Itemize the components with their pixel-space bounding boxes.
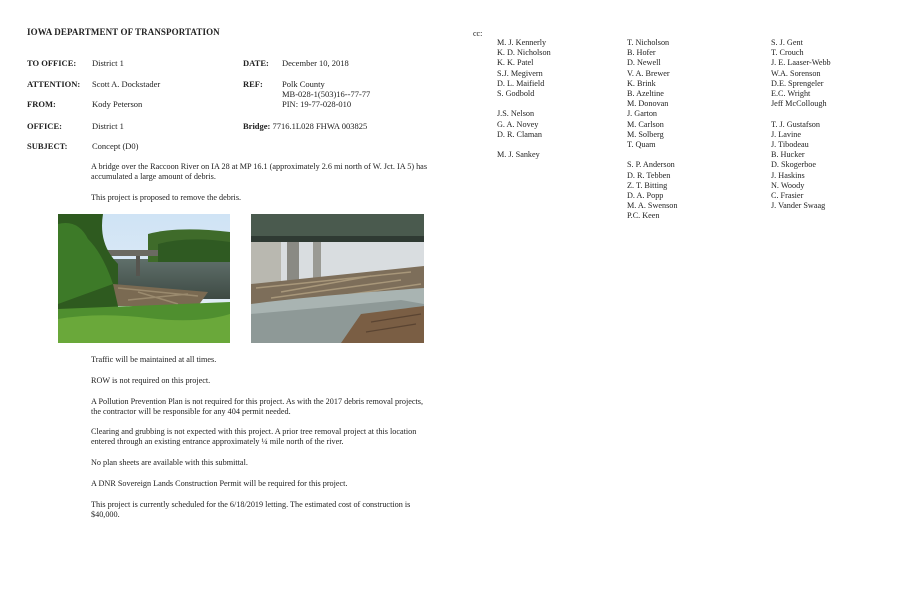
cc-name: T. Crouch [771, 48, 804, 58]
cc-name: B. Azeltine [627, 89, 664, 99]
traffic-paragraph: Traffic will be maintained at all times. [91, 355, 217, 364]
cc-name: M. A. Swenson [627, 201, 678, 211]
office-label: OFFICE: [27, 121, 62, 131]
row-paragraph: ROW is not required on this project. [91, 376, 211, 385]
cc-name: J. Garton [627, 109, 658, 119]
bridge-label: Bridge: [243, 121, 271, 131]
cc-column-1 [497, 38, 551, 160]
cc-name: J. E. Laaser-Webb [771, 58, 831, 68]
cc-column-3 [771, 38, 831, 211]
schedule-paragraph: This project is currently scheduled for the 6/18/2019 letting. The estimated cost of construction is $40,000. [91, 500, 411, 520]
cc-name: P.C. Keen [627, 211, 660, 221]
cc-name: M. J. Sankey [497, 150, 540, 160]
dnr-permit-paragraph: A DNR Sovereign Lands Construction Permit will be required for this project. [91, 479, 348, 488]
proposal-paragraph: This project is proposed to remove the debris. [91, 193, 242, 202]
from-value: Kody Peterson [92, 99, 143, 109]
cc-label: cc: [473, 29, 483, 38]
cc-name: E.C. Wright [771, 89, 811, 99]
cc-name: M. Donovan [627, 99, 669, 109]
bridge-field [243, 121, 367, 131]
cc-name: D. L. Maifield [497, 78, 545, 88]
cc-name: M. Carlson [627, 119, 664, 129]
department-title: IOWA DEPARTMENT OF TRANSPORTATION [27, 27, 220, 37]
cc-name: D. R. Claman [497, 129, 543, 139]
cc-name: S. Godbold [497, 89, 535, 99]
cc-name: Jeff McCollough [771, 99, 827, 109]
attention-label: ATTENTION: [27, 79, 81, 89]
bridge-value: 7716.1L028 FHWA 003825 [272, 121, 368, 131]
cc-name: M. Solberg [627, 129, 664, 139]
clearing-paragraph: Clearing and grubbing is not expected with this project. A prior tree removal project at this location entered through an existing entrance approximately ¼ mile north of the river. [91, 427, 417, 447]
cc-name: D. R. Tebben [627, 170, 671, 180]
cc-name: J. Vander Swaag [771, 201, 826, 211]
ref-pin: PIN: 19-77-028-010 [282, 99, 352, 109]
cc-name: D. A. Popp [627, 191, 664, 201]
cc-name: M. J. Kennerly [497, 38, 547, 47]
cc-name: D. Newell [627, 58, 661, 68]
cc-name: G. A. Novey [497, 119, 539, 129]
office-value: District 1 [92, 121, 124, 131]
cc-name: J. Haskins [771, 170, 805, 180]
cc-name: J. Tibodeau [771, 140, 809, 150]
date-label: DATE: [243, 58, 269, 68]
cc-name: Z. T. Bitting [627, 180, 668, 190]
cc-name: W.A. Sorenson [771, 68, 821, 78]
cc-name: J. Lavine [771, 129, 802, 139]
cc-column-2 [627, 38, 678, 222]
subject-value: Concept (D0) [92, 141, 139, 151]
cc-name: S. P. Anderson [627, 160, 675, 170]
ref-value [282, 79, 370, 109]
cc-name: T. Nicholson [627, 38, 670, 47]
cc-name: J.S. Nelson [497, 109, 535, 119]
cc-name: B. Hucker [771, 150, 805, 160]
attention-value: Scott A. Dockstader [92, 79, 161, 89]
date-value: December 10, 2018 [282, 58, 349, 68]
cc-name: T. J. Gustafson [771, 119, 820, 129]
cc-name: K. Brink [627, 78, 656, 88]
to-office-label: TO OFFICE: [27, 58, 77, 68]
subject-label: SUBJECT: [27, 141, 68, 151]
cc-name: K. D. Nicholson [497, 48, 551, 58]
cc-name: V. A. Brewer [627, 68, 670, 78]
cc-name: N. Woody [771, 180, 805, 190]
from-label: FROM: [27, 99, 56, 109]
cc-name: S.J. Megivern [497, 68, 543, 78]
plan-sheets-paragraph: No plan sheets are available with this submittal. [91, 458, 248, 467]
bridge-debris-photo-1 [58, 214, 230, 343]
cc-name: K. K. Patel [497, 58, 534, 68]
pollution-paragraph: A Pollution Prevention Plan is not required for this project. As with the 2017 debris removal projects, the contractor will be responsible for any 404 permit needed. [91, 397, 424, 417]
to-office-value: District 1 [92, 58, 124, 68]
intro-paragraph: A bridge over the Raccoon River on IA 28 at MP 16.1 (approximately 2.6 mi north of W. Jct. IA 5) has accumulated a large amount of debris. [91, 162, 428, 182]
cc-name: S. J. Gent [771, 38, 803, 47]
ref-county: Polk County [282, 79, 325, 89]
cc-name: D. Skogerboe [771, 160, 817, 170]
cc-name: T. Quam [627, 140, 656, 150]
cc-name: C. Frasier [771, 191, 804, 201]
cc-name: B. Hofer [627, 48, 656, 58]
cc-name: D.E. Sprengeler [771, 78, 824, 88]
ref-label: REF: [243, 79, 263, 89]
ref-project-number: MB-028-1(503)16--77-77 [282, 89, 371, 99]
bridge-debris-photo-2 [251, 214, 424, 343]
